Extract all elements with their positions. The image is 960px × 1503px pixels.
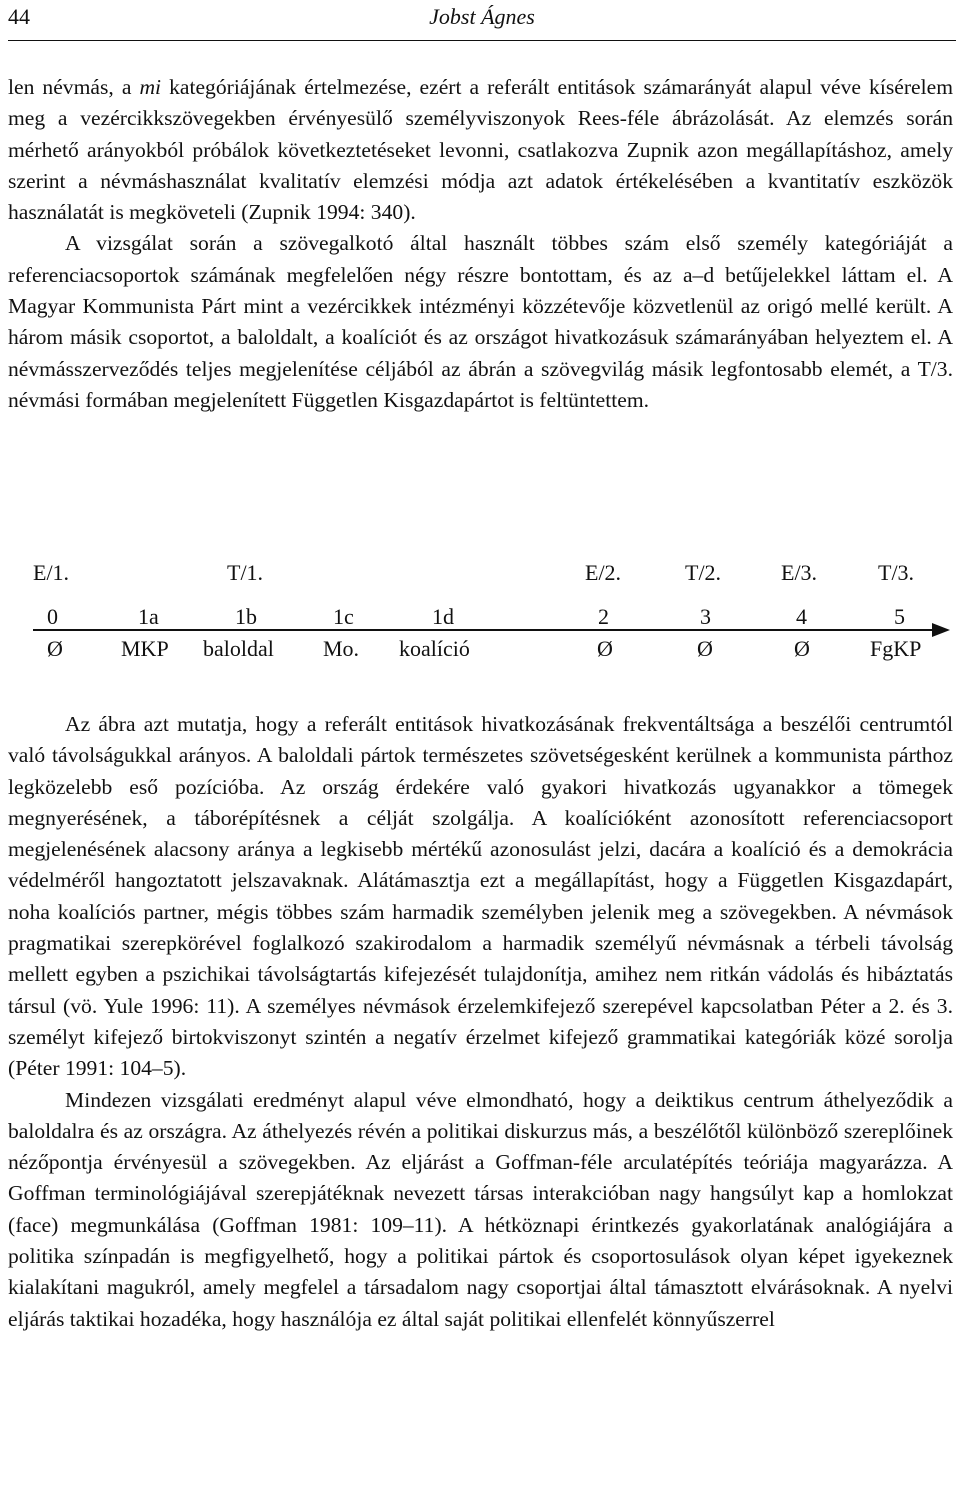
label-t2: T/2.	[685, 560, 722, 585]
entity-5: FgKP	[870, 636, 922, 661]
pronoun-distance-figure	[0, 560, 960, 675]
text-run: len névmás, a	[8, 75, 140, 99]
body-text-top	[8, 72, 953, 416]
page-number: 44	[8, 4, 30, 29]
position-2: 2	[598, 604, 609, 629]
label-e2: E/2.	[585, 560, 622, 585]
axis-arrow	[932, 623, 950, 637]
position-1c: 1c	[333, 604, 354, 629]
position-3: 3	[700, 604, 711, 629]
label-e3: E/3.	[781, 560, 818, 585]
entity-1a: MKP	[121, 636, 169, 661]
entity-1d: koalíció	[399, 636, 470, 661]
position-1a: 1a	[138, 604, 159, 629]
entity-4: Ø	[794, 636, 810, 661]
label-t1: T/1.	[227, 560, 264, 585]
entity-1c: Mo.	[323, 636, 360, 661]
position-1b: 1b	[235, 604, 257, 629]
running-head: Jobst Ágnes	[429, 4, 535, 29]
position-1d: 1d	[432, 604, 454, 629]
position-5: 5	[894, 604, 905, 629]
entity-0: Ø	[47, 636, 63, 661]
body-text-bottom	[8, 709, 953, 1335]
label-t3: T/3.	[878, 560, 915, 585]
paragraph: Az ábra azt mutatja, hogy a referált entitások hivatkozásának frekventáltsága a beszélői centrumtól való távolságukkal arányos. A baloldali pártok természetes szövetségesként kerülnek a kommunista párthoz legközelebb eső pozícióba. Az ország érdekére való gyakori hivatkozás ugyanakkor a tömegek megnyerésének, a táborépítésnek a célját szolgálja. A koalícióként azonosított referenciacsoport megjelenésének alacsony aránya a legkisebb mértékű azonosulást jelzi, dacára a koalíció és a demokrácia védelméről hangoztatott jelszavaknak. Alátámasztja ezt a megállapítást, hogy a Független Kisgazdapárt, noha koalíciós partner, mégis többes szám harmadik személyben jelenik meg a szövegekben. A névmások pragmatikai szerepkörével foglalkozó szakirodalom a harmadik személyű névmásnak a térbeli távolság mellett egyben a pszichikai távolságtartás kifejezését tulajdonítja, amihez nem ritkán vádolás és hibáztatás társul (vö. Yule 1996: 11). A személyes névmások érzelemkifejező szerepével kapcsolatban Péter a 2. és 3. személyt kifejező birtokviszonyt szintén a negatív érzelmet kifejező grammatikai kategóriák közé sorolja (Péter 1991: 104–5).	[8, 712, 953, 1081]
entity-1b: baloldal	[203, 636, 274, 661]
position-4: 4	[796, 604, 807, 629]
paragraph: A vizsgálat során a szövegalkotó által használt többes szám első személy kategóriáját a referenciacsoportok számának megfelelően négy részre bontottam, és az a–d betűjelekkel láttam el. A Magyar Kommunista Párt mint a vezércikkek intézményi közzétevője közvetlenül az origó mellé került. A három másik csoportot, a baloldalt, a koalíciót és az országot hivatkozásuk számarányában helyeztem el. A névmásszerveződés teljes megjelenítése céljából az ábrán a szövegvilág másik legfontosabb elemét, a T/3. névmási formában megjelenített Független Kisgazdapártot is feltüntettem.	[8, 231, 953, 412]
text-run: kategóriájának értelmezése, ezért a referált entitások számarányát alapul véve kísérelem meg a vezércikkszövegekben érvényesülő személyviszonyok Rees-féle ábrázolását. Az elemzés során mérhető arányokból próbálok következtetéseket levonni, csatlakozva Zupnik azon megállapításhoz, amely szerint a névmáshasználat kvalitatív elemzési módja azt adatok értékelésében a kvantitatív eszközök használatát is megköveteli (Zupnik 1994: 340).	[8, 75, 953, 225]
entity-2: Ø	[597, 636, 613, 661]
entity-3: Ø	[697, 636, 713, 661]
italic-term: mi	[139, 75, 162, 99]
position-0: 0	[47, 604, 58, 629]
page-header	[8, 0, 956, 41]
paragraph	[8, 72, 953, 228]
label-e1: E/1.	[33, 560, 70, 585]
paragraph: Mindezen vizsgálati eredményt alapul véve elmondható, hogy a deiktikus centrum áthelyeződik a baloldalra és az országra. Az áthelyezés révén a politikai diskurzus más, a beszélőtől különböző szereplőinek nézőpontja érvényesül a szövegekben. Az eljárást a Goffman-féle arculatépítés teóriája magyarázza. A Goffman terminológiájával szerepjátéknak nevezett társas interakcióban nagy hangsúlyt kap a homlokzat (face) megmunkálása (Goffman 1981: 109–11). A hétköznapi érintkezés gyakorlatának analógiájára a politika színpadán is megfigyelhető, hogy a politikai pártok és csoportosulások olyan képet igyekeznek kialakítani magukról, amely megfelel a társadalom nagy csoportjai által támasztott elvárásoknak. A nyelvi eljárás taktikai hozadéka, hogy használója ez által saját politikai ellenfelét könnyűszerrel	[8, 1087, 953, 1331]
